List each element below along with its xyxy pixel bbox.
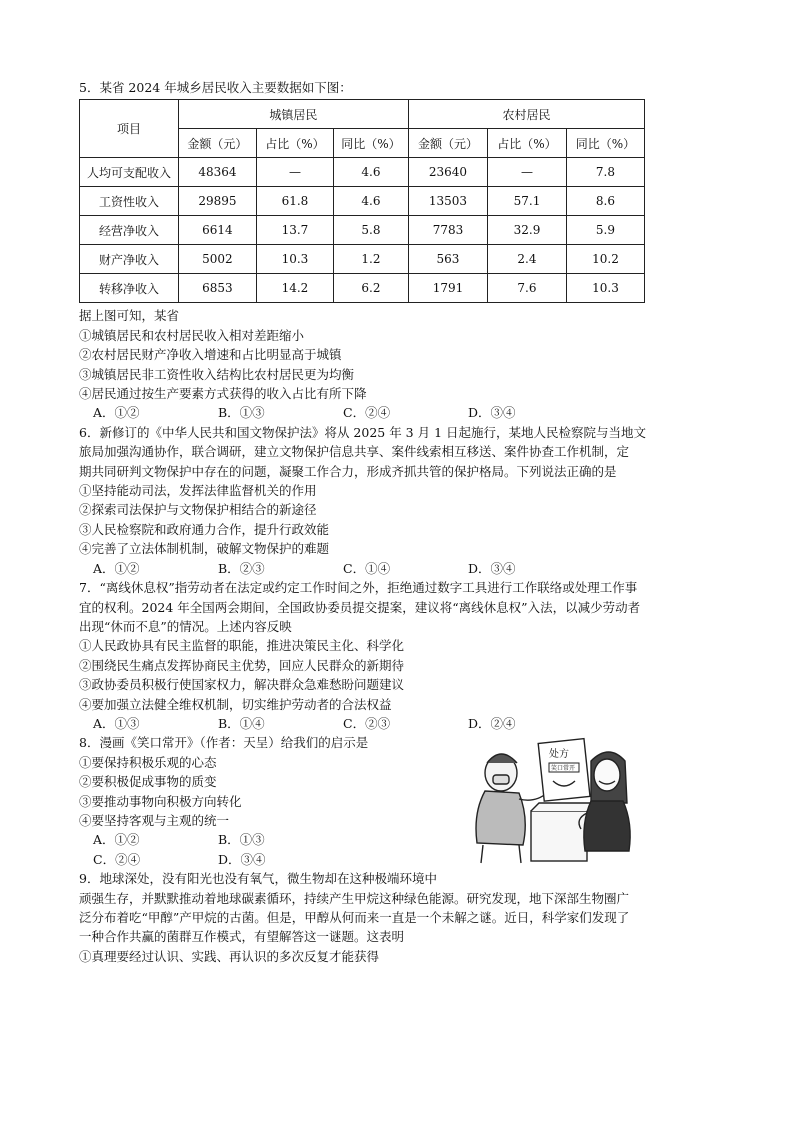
q9-stem-line: 顽强生存，并默默推动着地球碳素循环，持续产生甲烷这种绿色能源。研究发现，地下深部生物圈广 [79,890,630,906]
table-row [80,158,645,187]
table-row [80,274,645,303]
option-a[interactable]: A．①② [93,560,140,576]
statement: ③政协委员积极行使国家权力，解决群众急难愁盼问题建议 [79,677,405,693]
statement: ②围绕民生痛点发挥协商民主优势，回应人民群众的新期待 [79,657,405,673]
option-c[interactable]: C．②④ [93,851,141,867]
table-row [80,187,645,216]
q7-stem-line: 出现“休而不息”的情况。上述内容反映 [79,618,292,634]
cell: 13503 [408,187,487,216]
cell: 8.6 [566,187,644,216]
prescription-paper [538,739,590,801]
cell: 1.2 [333,245,408,274]
q5-stem: 5．某省 2024 年城乡居民收入主要数据如下图： [79,80,352,95]
statement: ④居民通过按生产要素方式获得的收入占比有所下降 [79,386,367,402]
q9-stem-line: 泛分布着吃“甲醇”产甲烷的古菌。但是，甲醇从何而来一直是一个未解之谜。近日，科学家们发现了 [79,910,630,925]
cell: 5.8 [333,216,408,245]
q7-stem-line: 7．“离线休息权”指劳动者在法定或约定工作时间之外，拒绝通过数字工具进行工作联络或处理工作事 [79,580,638,596]
table-subheader: 金额（元） [178,129,256,158]
q7-stem-line: 宜的权利。2024 年全国两会期间，全国政协委员提交提案，建议将“离线休息权”入法，以减少劳动者 [79,599,641,615]
cell: 14.2 [256,274,333,303]
table-row [80,216,645,245]
cell: 29895 [178,187,256,216]
q6-stem-line: 期共同研判文物保护中存在的问题，凝聚工作合力，形成齐抓共管的保护格局。下列说法正确的是 [79,463,617,479]
table-header-urban: 城镇居民 [178,100,408,129]
row-label: 人均可支配收入 [80,158,179,187]
cell: — [256,158,333,187]
q9-stem-first: 9．地球深处，没有阳光也没有氧气，微生物却在这种极端环境中 [79,871,437,887]
option-a[interactable]: A．①② [93,405,140,421]
row-label: 工资性收入 [80,187,179,216]
cell: 5002 [178,245,256,274]
option-b[interactable]: B．②③ [218,560,265,576]
cell: 32.9 [488,216,567,245]
cell: 57.1 [488,187,567,216]
prescription-title: 处方 [549,749,569,760]
statement: ②要积极促成事物的质变 [79,774,217,790]
cell: 48364 [178,158,256,187]
statement: ④要坚持客观与主观的统一 [79,812,230,828]
cell: 6614 [178,216,256,245]
statement: ③城镇居民非工资性收入结构比农村居民更为均衡 [79,366,355,382]
option-b[interactable]: B．①③ [218,405,265,421]
table-header-item: 项目 [80,100,179,158]
statement: ①坚持能动司法，发挥法律监督机关的作用 [79,483,317,499]
option-c[interactable]: C．②③ [343,715,391,731]
cell: 10.2 [566,245,644,274]
option-a[interactable]: A．①③ [93,715,140,731]
option-c[interactable]: C．①④ [343,560,391,576]
q6-stem-line: 6．新修订的《中华人民共和国文物保护法》将从 2025 年 3 月 1 日起施行，某地人民检察院与当地文 [79,424,647,440]
option-d[interactable]: D．②④ [468,715,516,731]
cell: 6.2 [333,274,408,303]
cell: 7.6 [488,274,567,303]
table-header-rural: 农村居民 [408,100,644,129]
statement: ②农村居民财产净收入增速和占比明显高于城镇 [79,347,342,363]
cell: 2.4 [488,245,567,274]
option-b[interactable]: B．①③ [218,832,265,848]
table-subheader: 占比（%） [256,129,333,158]
cell: 23640 [408,158,487,187]
option-a[interactable]: A．①② [93,832,140,848]
q5-options [79,403,719,422]
option-c[interactable]: C．②④ [343,405,391,421]
cell: 5.9 [566,216,644,245]
income-table [79,99,645,303]
cell: 61.8 [256,187,333,216]
cell: 10.3 [256,245,333,274]
cell: 4.6 [333,158,408,187]
q7-options [79,714,719,733]
table-subheader: 占比（%） [488,129,567,158]
cell: — [488,158,567,187]
q6-options [79,559,719,578]
table-subheader: 金额（元） [408,129,487,158]
cell: 7.8 [566,158,644,187]
option-d[interactable]: D．③④ [468,560,516,576]
table-subheader: 同比（%） [333,129,408,158]
statement: ④要加强立法健全维权机制，切实维护劳动者的合法权益 [79,696,392,712]
option-b[interactable]: B．①④ [218,715,265,731]
statement: ③人民检察院和政府通力合作，提升行政效能 [79,521,330,537]
cell: 13.7 [256,216,333,245]
table-row [80,245,645,274]
cell: 563 [408,245,487,274]
cell: 6853 [178,274,256,303]
cell: 4.6 [333,187,408,216]
q8-stem: 8．漫画《笑口常开》（作者：天呈）给我们的启示是 [79,735,369,751]
statement: ①城镇居民和农村居民收入相对差距缩小 [79,327,305,343]
statement: ①要保持积极乐观的心态 [79,754,217,770]
statement: ③要推动事物向积极方向转化 [79,793,242,809]
cartoon-image [463,733,643,873]
statement: ①真理要经过认识、实践、再认识的多次反复才能获得 [79,948,380,964]
option-d[interactable]: D．③④ [468,405,516,421]
option-d[interactable]: D．③④ [218,851,266,867]
row-label: 转移净收入 [80,274,179,303]
cell: 10.3 [566,274,644,303]
prescription-subtitle: 笑口常开 [551,765,576,772]
q6-stem-line: 旅局加强沟通协作，联合调研，建立文物保护信息共享、案件线索相互移送、案件协查工作机制，定 [79,444,630,460]
cell: 1791 [408,274,487,303]
row-label: 经营净收入 [80,216,179,245]
statement: ①人民政协具有民主监督的职能，推进决策民主化、科学化 [79,638,405,654]
table-subheader: 同比（%） [566,129,644,158]
row-label: 财产净收入 [80,245,179,274]
statement: ②探索司法保护与文物保护相结合的新途径 [79,502,317,518]
statement: ④完善了立法体制机制，破解文物保护的难题 [79,541,330,557]
cell: 7783 [408,216,487,245]
q5-lead: 据上图可知，某省 [79,308,180,324]
q9-stem-line: 一种合作共赢的菌群互作模式，有望解答这一谜题。这表明 [79,929,405,945]
